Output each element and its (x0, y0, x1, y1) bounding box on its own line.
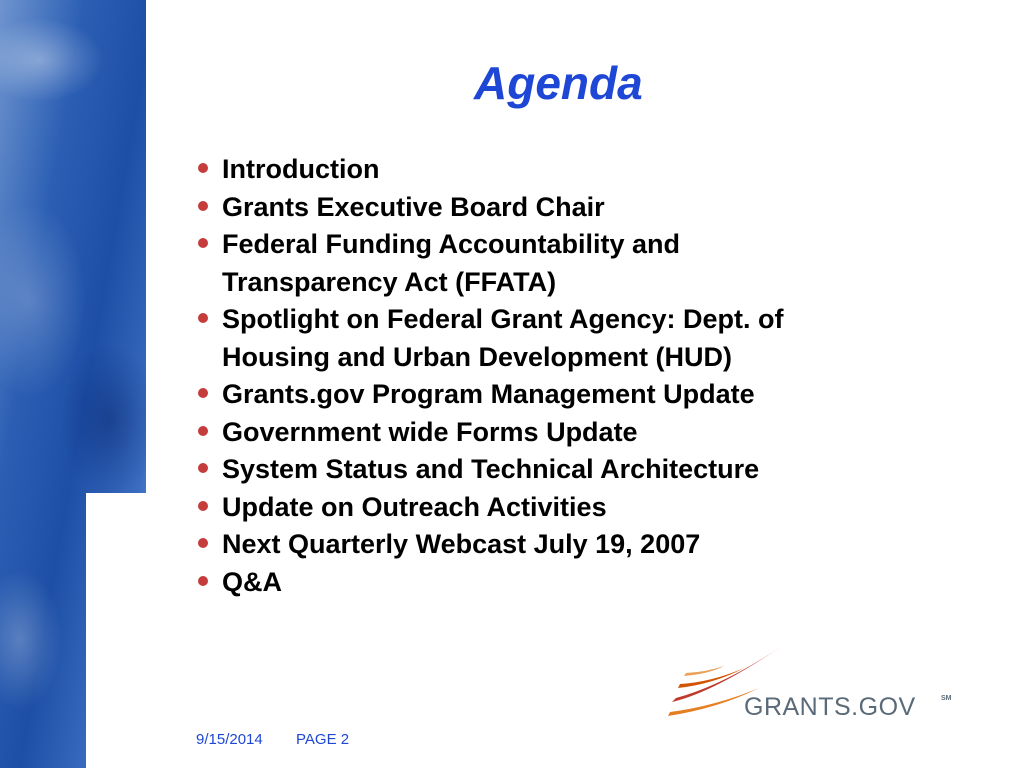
agenda-item-text: Grants Executive Board Chair (222, 191, 605, 222)
agenda-item (196, 489, 896, 527)
agenda-item-text: System Status and Technical Architecture (222, 454, 760, 484)
agenda-item-text: Introduction (222, 154, 380, 184)
logo-service-mark: SM (941, 695, 952, 702)
agenda-item (196, 301, 896, 376)
bullet-icon (198, 576, 208, 586)
footer-page-number: PAGE 2 (296, 731, 350, 748)
bullet-icon (198, 426, 208, 436)
agenda-item (196, 564, 896, 602)
agenda-item (196, 376, 896, 414)
slide-title: Agenda (474, 57, 643, 109)
bullet-icon (198, 501, 208, 511)
logo-wordmark: GRANTS.GOV (744, 693, 916, 721)
sidebar-notch (86, 493, 146, 768)
agenda-item-text: Government wide Forms Update (222, 416, 638, 447)
bullet-icon (198, 163, 208, 173)
agenda-item-text: Grants.gov Program Management Update (222, 379, 755, 409)
agenda-item-text: Housing and Urban Development (HUD) (222, 341, 733, 372)
agenda-item-text: Q&A (222, 566, 282, 597)
agenda-item (196, 151, 896, 189)
agenda-list (196, 151, 896, 601)
bullet-icon (198, 201, 208, 211)
bullet-icon (198, 538, 208, 548)
agenda-item (196, 451, 896, 489)
agenda-item (196, 414, 896, 452)
agenda-item-text: Update on Outreach Activities (222, 491, 607, 522)
bullet-icon (198, 463, 208, 473)
agenda-item (196, 526, 896, 564)
bullet-icon (198, 313, 208, 323)
agenda-item (196, 226, 896, 301)
agenda-item-text: Transparency Act (FFATA) (222, 266, 557, 297)
bullet-icon (198, 388, 208, 398)
grants-gov-logo (664, 640, 964, 730)
agenda-item (196, 189, 896, 227)
agenda-item-text: Spotlight on Federal Grant Agency: Dept. of (222, 304, 784, 334)
bullet-icon (198, 238, 208, 248)
footer-date: 9/15/2014 (196, 731, 263, 748)
agenda-item-text: Federal Funding Accountability and (222, 229, 681, 259)
agenda-item-text: Next Quarterly Webcast July 19, 2007 (222, 529, 701, 559)
